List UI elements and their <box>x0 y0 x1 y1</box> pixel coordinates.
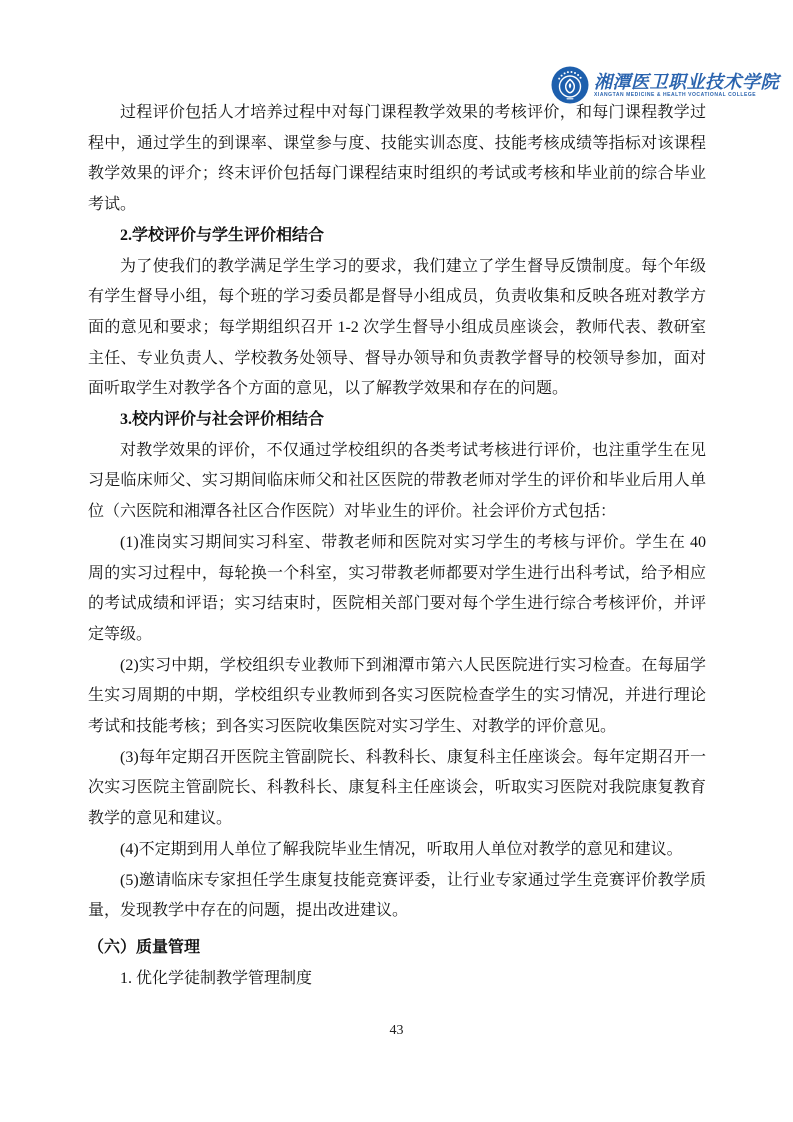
paragraph-student-supervision: 为了使我们的教学满足学生学习的要求，我们建立了学生督导反馈制度。每个年级有学生督导小组，每个班的学习委员都是督导小组成员，负责收集和反映各班对教学方面的意见和要求；每学期组织召开 1-2 次学生督导小组成员座谈会，教师代表、教研室主任、专业负责人、学校教务处领导、督导办领导和负责教学督导的校领导参加，面对面听取学生对教学各个方面的意见，以了解教学效果和存在的问题。 <box>88 257 706 398</box>
paragraph-item-2-midterm-inspection: (2)实习中期，学校组织专业教师下到湘潭市第六人民医院进行实习检查。在每届学生实习周期的中期，学校组织专业教师到各实习医院检查学生的实习情况，并进行理论考试和技能考核；到各实习医院收集医院对实习学生、对教学的评价意见。 <box>88 656 706 736</box>
page-number: 43 <box>389 1023 404 1038</box>
section-heading-internal-social-evaluation: 3.校内评价与社会评价相结合 <box>120 411 325 429</box>
paragraph-apprenticeship-system: 1. 优化学徒制教学管理制度 <box>120 969 313 987</box>
college-name-chinese: 湘潭医卫职业技术学院 <box>594 71 779 92</box>
college-name-english: XIANGTAN MEDICINE & HEALTH VOCATIONAL COLLEGE <box>594 91 757 98</box>
paragraph-process-evaluation: 过程评价包括人才培养过程中对每门课程教学效果的考核评价，和每门课程教学过程中，通过学生的到课率、课堂参与度、技能实训态度、技能考核成绩等指标对该课程教学效果的评介；终末评价包括每门课程结束时组织的考试或考核和毕业前的综合毕业考试。 <box>88 104 706 214</box>
paragraph-item-4-employer-feedback: (4)不定期到用人单位了解我院毕业生情况，听取用人单位对教学的意见和建议。 <box>120 840 683 858</box>
paragraph-item-5-competition-judges: (5)邀请临床专家担任学生康复技能竞赛评委，让行业专家通过学生竞赛评价教学质量，发现教学中存在的问题，提出改进建议。 <box>88 871 706 920</box>
paragraph-item-3-hospital-forum: (3)每年定期召开医院主管副院长、科教科长、康复科主任座谈会。每年定期召开一次实习医院主管副院长、科教科长、康复科主任座谈会，听取实习医院对我院康复教育教学的意见和建议。 <box>88 748 706 828</box>
college-logo-text <box>594 72 779 99</box>
section-heading-school-student-evaluation: 2.学校评价与学生评价相结合 <box>120 226 325 244</box>
paragraph-social-evaluation-intro: 对教学效果的评价，不仅通过学校组织的各类考试考核进行评价，也注重学生在见习是临床师父、实习期间临床师父和社区医院的带教老师对学生的评价和毕业后用人单位（六医院和湘潭各社区合作医院）对毕业生的评价。社会评价方式包括： <box>88 441 706 521</box>
document-body <box>88 98 706 994</box>
paragraph-item-1-internship-assessment: (1)准岗实习期间实习科室、带教老师和医院对实习学生的考核与评价。学生在 40 周的实习过程中，每轮换一个科室，实习带教老师都要对学生进行出科考试，给予相应的考试成绩和评语；实习结束时，医院相关部门要对每个学生进行综合考核评价，并评定等级。 <box>88 533 706 643</box>
section-heading-quality-management: （六）质量管理 <box>88 938 201 956</box>
